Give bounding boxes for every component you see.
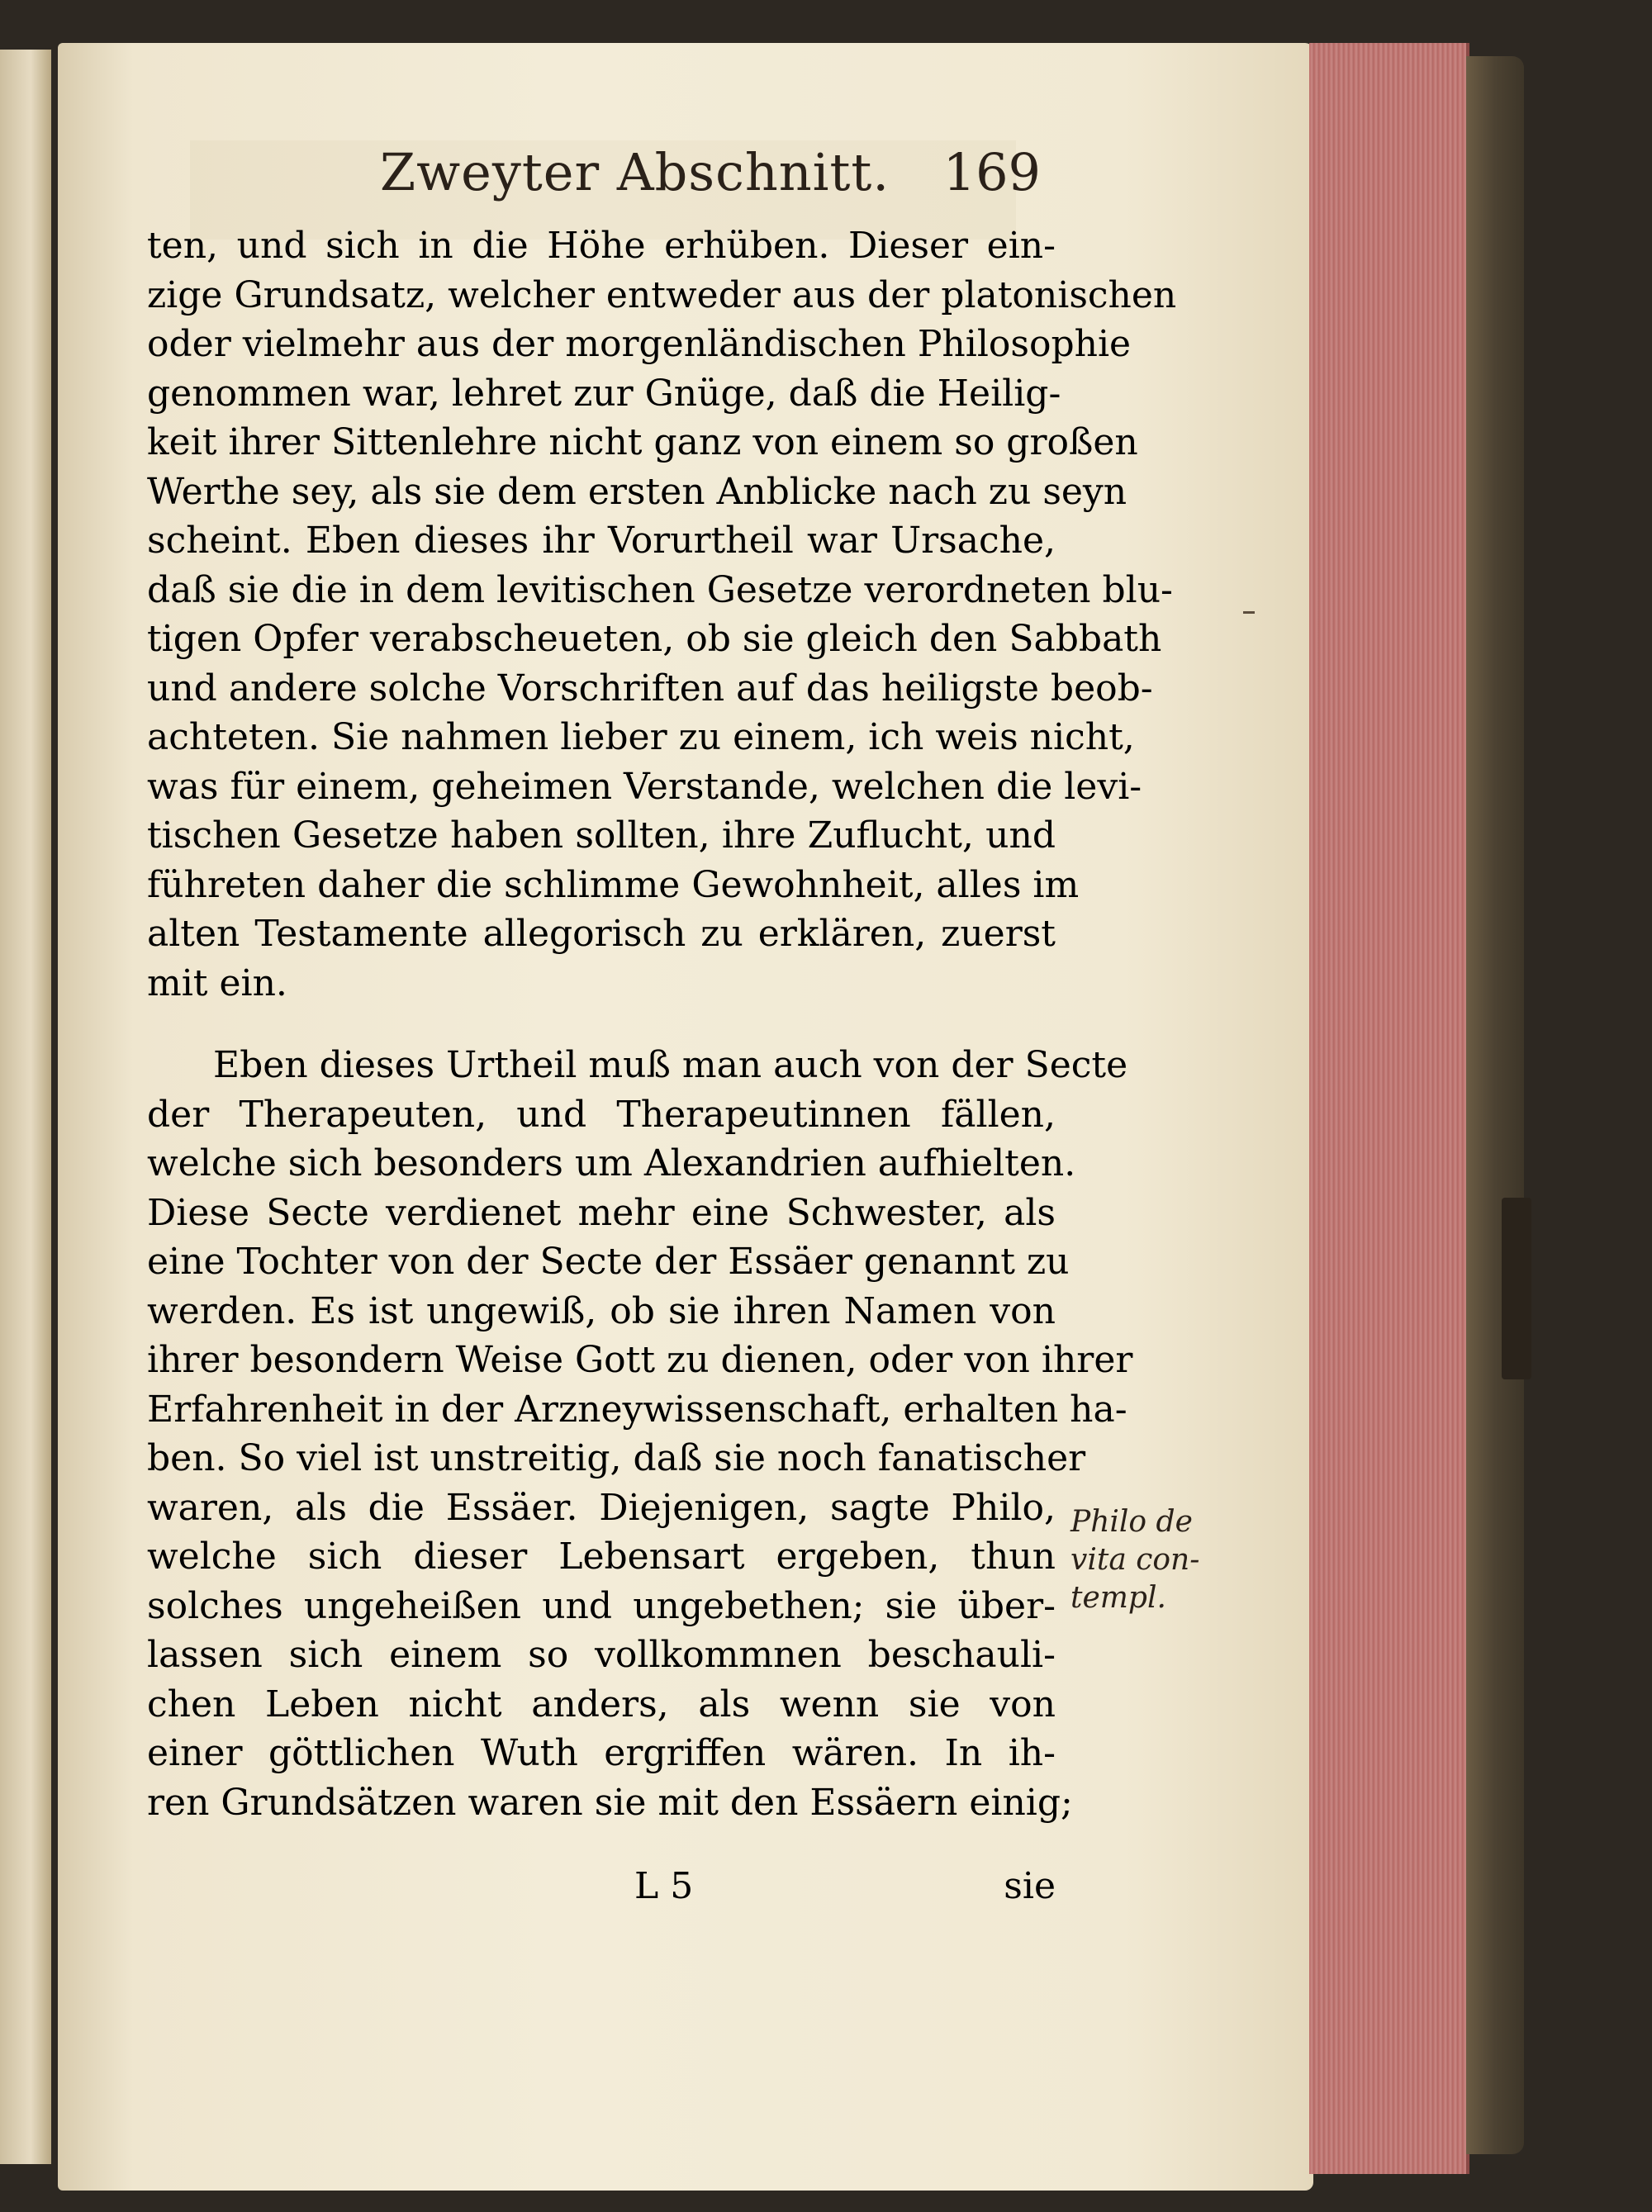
text-line: solches ungeheißen und ungebethen; sie über- xyxy=(147,1584,1056,1627)
page-number: 169 xyxy=(942,142,1041,202)
text-line: tigen Opfer verabscheueten, ob sie gleich den Sabbath xyxy=(147,618,1162,660)
text-line: führeten daher die schlimme Gewohnheit, alles im xyxy=(147,863,1080,906)
text-line: lassen sich einem so vollkommnen beschauli- xyxy=(147,1634,1056,1676)
text-line: scheint. Eben dieses ihr Vorurtheil war Ursache, xyxy=(147,520,1056,562)
marginal-note-line: vita con- xyxy=(1070,1543,1200,1577)
text-line: welche sich dieser Lebensart ergeben, thun xyxy=(147,1536,1056,1578)
text-line: zige Grundsatz, welcher entweder aus der platonischen xyxy=(147,273,1177,316)
text-line: ren Grundsätzen waren sie mit den Essäern einig; xyxy=(147,1781,1073,1824)
catchword: sie xyxy=(1004,1865,1056,1907)
facing-page-edge xyxy=(0,50,51,2164)
marginal-note-line: templ. xyxy=(1070,1581,1166,1615)
marginal-note-line: Philo de xyxy=(1070,1505,1193,1539)
text-line: alten Testamente allegorisch zu erklären, zuerst xyxy=(147,913,1056,955)
text-line: Werthe sey, als sie dem ersten Anblicke nach zu seyn xyxy=(147,470,1127,513)
text-line: welche sich besonders um Alexandrien aufhielten. xyxy=(147,1142,1076,1184)
text-line: oder vielmehr aus der morgenländischen Philosophie xyxy=(147,323,1132,365)
running-header xyxy=(380,142,1041,208)
book-cover xyxy=(1466,56,1524,2154)
text-line: ihrer besondern Weise Gott zu dienen, oder von ihrer xyxy=(147,1339,1133,1381)
text-line: einer göttlichen Wuth ergriffen wären. In ih- xyxy=(147,1732,1056,1774)
page-title: Zweyter Abschnitt. xyxy=(380,142,890,202)
text-line: ben. So viel ist unstreitig, daß sie noch fanatischer xyxy=(147,1437,1086,1479)
text-line: und andere solche Vorschriften auf das heiligste beob- xyxy=(147,667,1153,710)
page-footer xyxy=(147,1865,1056,1915)
text-line: mit ein. xyxy=(147,961,287,1004)
text-line: Diese Secte verdienet mehr eine Schwester, als xyxy=(147,1191,1056,1234)
text-line: was für einem, geheimen Verstande, welchen die levi- xyxy=(147,765,1142,808)
text-line: ten, und sich in die Höhe erhüben. Dieser ein- xyxy=(147,225,1056,267)
margin-mark xyxy=(1243,611,1255,614)
text-line: eine Tochter von der Secte der Essäer genannt zu xyxy=(147,1241,1070,1283)
text-line: tischen Gesetze haben sollten, ihre Zuflucht, und xyxy=(147,814,1056,857)
text-line: daß sie die in dem levitischen Gesetze verordneten blu- xyxy=(147,568,1173,611)
text-line: Eben dieses Urtheil muß man auch von der Secte xyxy=(213,1044,1128,1086)
text-line: werden. Es ist ungewiß, ob sie ihren Namen von xyxy=(147,1289,1056,1332)
text-line: Erfahrenheit in der Arzneywissenschaft, erhalten ha- xyxy=(147,1388,1127,1431)
page-edges-red xyxy=(1309,43,1469,2174)
text-line: achteten. Sie nahmen lieber zu einem, ich weis nicht, xyxy=(147,716,1135,758)
signature-mark: L 5 xyxy=(634,1865,694,1907)
text-line: waren, als die Essäer. Diejenigen, sagte Philo, xyxy=(147,1486,1056,1529)
marginal-note xyxy=(1070,1503,1236,1617)
text-line: der Therapeuten, und Therapeutinnen fällen, xyxy=(147,1093,1056,1136)
bookmark-tab xyxy=(1502,1198,1531,1379)
text-line: keit ihrer Sittenlehre nicht ganz von einem so großen xyxy=(147,421,1138,463)
text-line: chen Leben nicht anders, als wenn sie von xyxy=(147,1683,1056,1725)
text-line: genommen war, lehret zur Gnüge, daß die Heilig- xyxy=(147,372,1061,415)
paragraph-gap xyxy=(147,1008,1056,1041)
